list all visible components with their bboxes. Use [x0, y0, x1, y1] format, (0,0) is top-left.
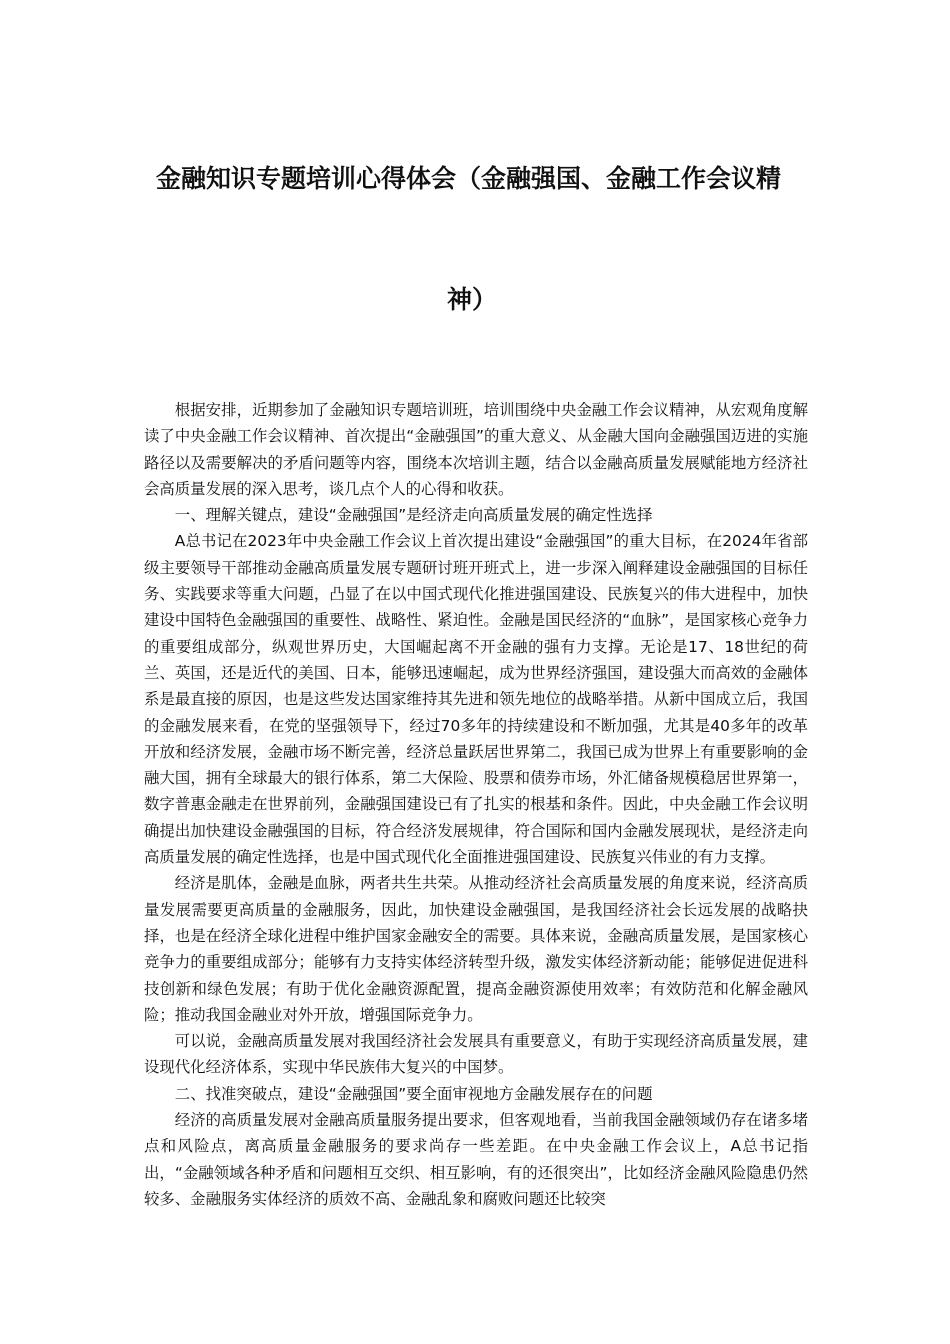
section-heading-2: 二、找准突破点，建设“金融强国”要全面审视地方金融发展存在的问题 — [174, 1084, 653, 1103]
section-heading-1: 一、理解关键点，建设“金融强国”是经济走向高质量发展的确定性选择 — [174, 506, 653, 525]
intro-paragraph: 根据安排，近期参加了金融知识专题培训班，培训围绕中央金融工作会议精神，从宏观角度解读了中央金融工作会议精神、首次提出“金融强国”的重大意义、从金融大国向金融强国迈进的实施路径以及需要解决的矛盾问题等内容，围绕本次培训主题，结合以金融高质量发展赋能地方经济社会高质量发展的深入思考，谈几点个人的心得和收获。 — [144, 401, 808, 498]
body-paragraph: 经济的高质量发展对金融高质量服务提出要求，但客观地看，当前我国金融领域仍存在诸多堵点和风险点，离高质量金融服务的要求尚存一些差距。在中央金融工作会议上，A总书记指出，“金融领域各种矛盾和问题相互交织、相互影响，有的还很突出”，比如经济金融风险隐患仍然较多、金融服务实体经济的质效不高、金融乱象和腐败问题还比较突 — [144, 1111, 808, 1208]
body-paragraph: 可以说，金融高质量发展对我国经济社会发展具有重要意义，有助于实现经济高质量发展，建设现代化经济体系，实现中华民族伟大复兴的中国梦。 — [144, 1032, 808, 1077]
document-title-line-2: 神） — [447, 285, 498, 314]
document-title-line-1: 金融知识专题培训心得体会（金融强国、金融工作会议精 — [156, 164, 782, 193]
body-paragraph: A总书记在2023年中央金融工作会议上首次提出建设“金融强国”的重大目标，在2024年省部级主要领导干部推动金融高质量发展专题研讨班开班式上，进一步深入阐释建设金融强国的目标任务、实践要求等重大问题，凸显了在以中国式现代化推进强国建设、民族复兴的伟大进程中，加快建设中国特色金融强国的重要性、战略性、紧迫性。金融是国民经济的“血脉”，是国家核心竞争力的重要组成部分，纵观世界历史，大国崛起离不开金融的强有力支撑。无论是17、18世纪的荷兰、英国，还是近代的美国、日本，能够迅速崛起，成为世界经济强国，建设强大而高效的金融体系是最直接的原因，也是这些发达国家维持其先进和领先地位的战略举措。从新中国成立后，我国的金融发展来看，在党的坚强领导下，经过70多年的持续建设和不断加强，尤其是40多年的改革开放和经济发展，金融市场不断完善，经济总量跃居世界第二，我国已成为世界上有重要影响的金融大国，拥有全球最大的银行体系，第二大保险、股票和债券市场，外汇储备规模稳居世界第一，数字普惠金融走在世界前列，金融强国建设已有了扎实的根基和条件。因此，中央金融工作会议明确提出加快建设金融强国的目标，符合经济发展规律，符合国际和国内金融发展现状，是经济走向高质量发展的确定性选择，也是中国式现代化全面推进强国建设、民族复兴伟业的有力支撑。 — [144, 532, 808, 867]
body-paragraph: 经济是肌体，金融是血脉，两者共生共荣。从推动经济社会高质量发展的角度来说，经济高质量发展需要更高质量的金融服务，因此，加快建设金融强国，是我国经济社会长远发展的战略抉择，也是在经济全球化进程中维护国家金融安全的需要。具体来说，金融高质量发展，是国家核心竞争力的重要组成部分；能够有力支持实体经济转型升级，激发实体经济新动能；能够促进促进科技创新和绿色发展；有助于优化金融资源配置，提高金融资源使用效率；有效防范和化解金融风险；推动我国金融业对外开放，增强国际竞争力。 — [144, 874, 808, 1024]
document-body — [144, 397, 808, 1212]
